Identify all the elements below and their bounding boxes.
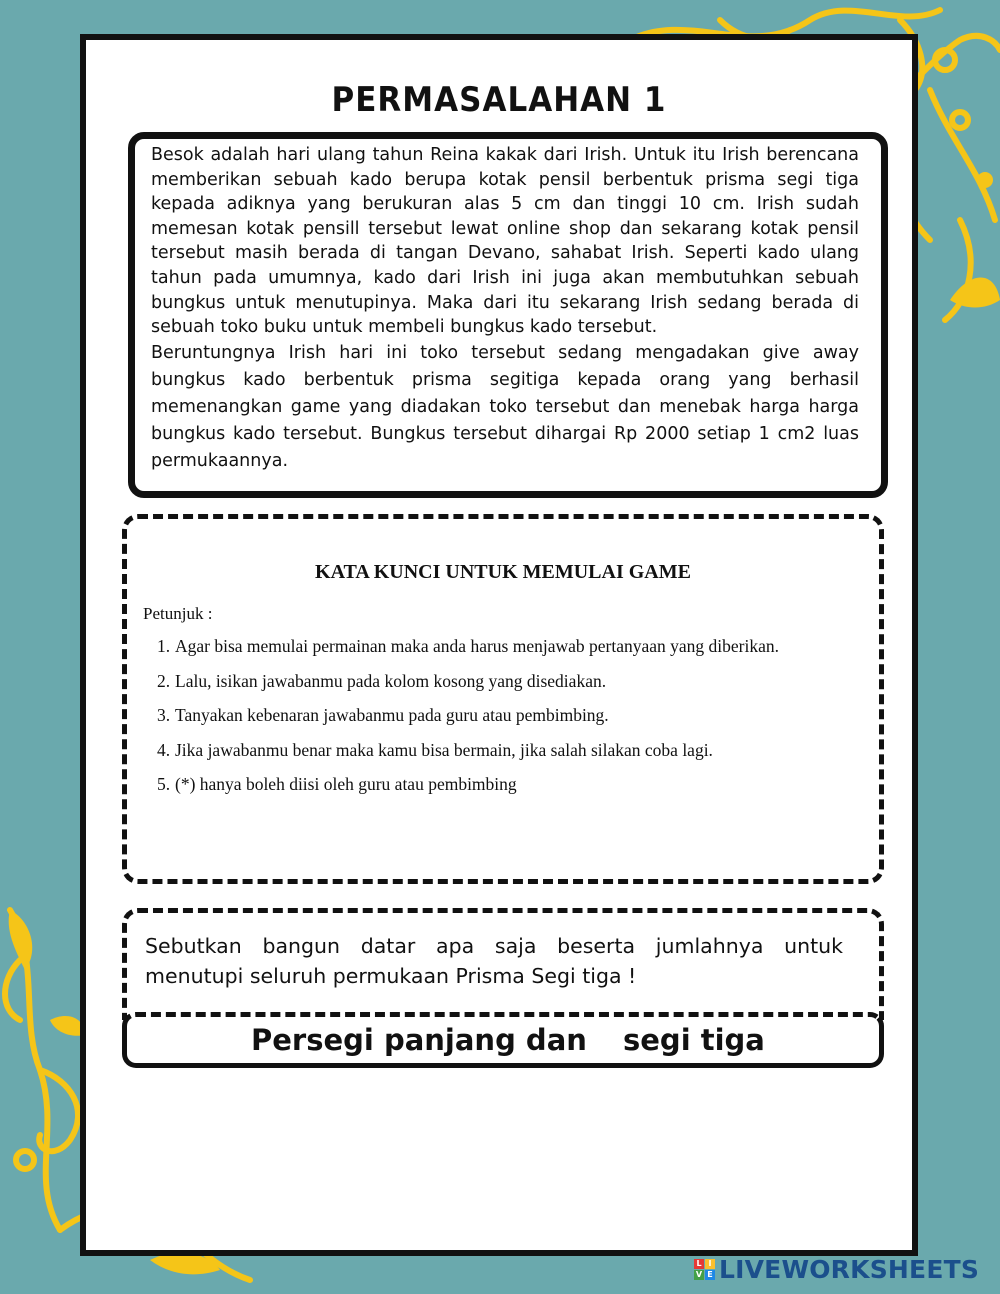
keywords-title: KATA KUNCI UNTUK MEMULAI GAME [315,561,691,583]
instruction-number: 2. [157,670,171,691]
instruction-text: Tanyakan kebenaran jawabanmu pada guru atau pembimbing. [175,705,609,725]
story-box [128,132,888,498]
worksheet-page [80,34,918,1256]
page-title: PERMASALAHAN 1 [331,80,667,120]
answer-text-part-2: segi tiga [623,1023,765,1057]
answer-field[interactable] [122,1012,884,1068]
instruction-item [157,698,817,733]
liveworksheets-brand[interactable] [694,1256,979,1282]
instruction-number: 5. [157,774,171,794]
instruction-text: (*) hanya boleh diisi oleh guru atau pembimbing [175,774,517,794]
question-box: Sebutkan bangun datar apa saja beserta jumlahnya untuk menutupi seluruh permukaan Prisma Segi tiga ! [122,908,884,1020]
instruction-item [157,733,817,768]
instruction-item [157,767,817,802]
answer-text-part-1: Persegi panjang dan [251,1023,587,1057]
instruction-number: 1. [157,636,171,656]
instruction-item [157,629,817,664]
keywords-hint: Petunjuk : [143,604,213,623]
instruction-text: Jika jawabanmu benar maka kamu bisa bermain, jika salah silakan coba lagi. [175,739,713,760]
story-paragraph-2: Beruntungnya Irish hari ini toko tersebut sedang mengadakan give away bungkus kado berbentuk prisma segitiga kepada orang yang berhasil memenangkan game yang diadakan toko tersebut dan menebak harga harga bungkus kado tersebut. Bungkus tersebut dihargai Rp 2000 setiap 1 cm2 luas permukaannya. [151,342,859,471]
instruction-text: Lalu, isikan jawabanmu pada kolom kosong yang disediakan. [175,670,607,691]
instruction-list [157,629,817,802]
instruction-item [157,664,817,699]
liveworksheets-wordmark: LIVEWORKSHEETS [719,1254,980,1284]
instruction-number: 3. [157,705,171,725]
story-paragraph-1: Besok adalah hari ulang tahun Reina kakak dari Irish. Untuk itu Irish berencana memberikan sebuah kado berupa kotak pensil berbentuk prisma segi tiga kepada adiknya yang berukuran alas 5 cm dan tinggi 10 cm. Irish sudah memesan kotak pensill tersebut lewat online shop dan sekarang kotak pensil tersebut masih berada di tangan Devano, sahabat Irish. Seperti kado ulang tahun pada umumnya, kado dari Irish ini juga akan membutuhkan sebuah bungkus untuk menutupinya. Maka dari itu sekarang Irish sedang berada di sebuah toko buku untuk membeli bungkus kado tersebut. [151,145,859,338]
instruction-number: 4. [157,739,171,760]
keywords-box [122,514,884,884]
liveworksheets-logo-icon: L I V E [694,1259,715,1280]
instruction-text: Agar bisa memulai permainan maka anda harus menjawab pertanyaan yang diberikan. [175,636,779,656]
